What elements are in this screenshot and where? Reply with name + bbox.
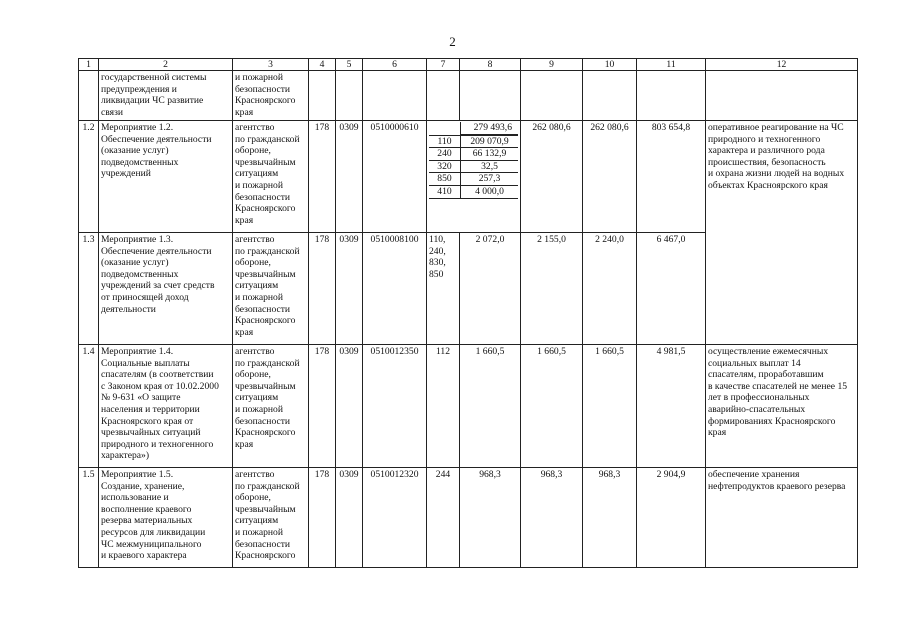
csr-code: 0510000610: [363, 121, 427, 233]
table-row-1-5: [79, 468, 858, 568]
expected-result: обеспечение хранения нефтепродуктов краевого резерва: [706, 468, 858, 568]
row-number: 1.5: [79, 468, 99, 568]
vr-code: 244: [427, 468, 460, 568]
breakdown-row: 110 209 070,9: [429, 135, 518, 148]
header-cell: 4: [309, 59, 336, 71]
table-row-1-2: [79, 121, 858, 233]
measure-name: государственной системы предупреждения и ликвидации ЧС развитие связи: [99, 71, 233, 121]
breakdown-row: 320 32,5: [429, 160, 518, 173]
agency: агентство по гражданской обороне, чрезвычайным ситуациям и пожарной безопасности Красноярского края: [233, 345, 309, 468]
header-cell: 12: [706, 59, 858, 71]
year3-value: 2 240,0: [583, 233, 637, 345]
total-value: 803 654,8: [637, 121, 706, 233]
expected-result: оперативное реагирование на ЧС природного и техногенного характера и различного рода происшествия, безопасность и охрана жизни людей на водных объектах Красноярского края: [706, 121, 858, 345]
measure-name: Мероприятие 1.4. Социальные выплаты спасателям (в соответствии с Законом края от 10.02.2000 № 9-631 «О защите населения и территории Красноярского края от чрезвычайных ситуаций природного и техногенного характера»): [99, 345, 233, 468]
year2-value: 1 660,5: [521, 345, 583, 468]
header-cell: 9: [521, 59, 583, 71]
year1-value: 1 660,5: [460, 345, 521, 468]
grbs-code: 178: [309, 121, 336, 233]
row-number: 1.4: [79, 345, 99, 468]
table-row-1-4: [79, 345, 858, 468]
year2-value: 262 080,6: [521, 121, 583, 233]
breakdown-row: 850 257,3: [429, 172, 518, 185]
csr-code: 0510012350: [363, 345, 427, 468]
rzpr-code: 0309: [336, 233, 363, 345]
breakdown-row: 240 66 132,9: [429, 147, 518, 160]
agency: агентство по гражданской обороне, чрезвычайным ситуациям и пожарной безопасности Красноярского: [233, 468, 309, 568]
year1-value: 2 072,0: [460, 233, 521, 345]
header-cell: 6: [363, 59, 427, 71]
grbs-code: 178: [309, 233, 336, 345]
csr-code: 0510012320: [363, 468, 427, 568]
agency: агентство по гражданской обороне, чрезвычайным ситуациям и пожарной безопасности Красноярского края: [233, 121, 309, 233]
csr-code: 0510008100: [363, 233, 427, 345]
header-cell: 10: [583, 59, 637, 71]
measures-table: [78, 58, 858, 568]
year2-value: 968,3: [521, 468, 583, 568]
table-row-continuation: [79, 71, 858, 121]
agency: и пожарной безопасности Красноярского края: [233, 71, 309, 121]
header-cell: 3: [233, 59, 309, 71]
measure-name: Мероприятие 1.5. Создание, хранение, использование и восполнение краевого резерва материальных ресурсов для ликвидации ЧС межмуниципального и краевого характера: [99, 468, 233, 568]
rzpr-code: 0309: [336, 345, 363, 468]
year2-value: 2 155,0: [521, 233, 583, 345]
header-cell: 7: [427, 59, 460, 71]
header-cell: 2: [99, 59, 233, 71]
expense-breakdown: [427, 121, 521, 233]
grbs-code: 178: [309, 345, 336, 468]
vr-code: 112: [427, 345, 460, 468]
year3-value: 1 660,5: [583, 345, 637, 468]
year1-total: 279 493,6: [461, 122, 518, 135]
page-number: 2: [449, 34, 456, 49]
expected-result: осуществление ежемесячных социальных выплат 14 спасателям, проработавшим в качестве спасателей не менее 15 лет в профессиональных аварийно-спасательных формированиях Красноярского края: [706, 345, 858, 468]
header-cell: 11: [637, 59, 706, 71]
year1-value: 968,3: [460, 468, 521, 568]
rzpr-code: 0309: [336, 121, 363, 233]
row-number: 1.3: [79, 233, 99, 345]
total-value: 6 467,0: [637, 233, 706, 345]
total-value: 4 981,5: [637, 345, 706, 468]
grbs-code: 178: [309, 468, 336, 568]
header-cell: 1: [79, 59, 99, 71]
measure-name: Мероприятие 1.3. Обеспечение деятельности (оказание услуг) подведомственных учреждений за счет средств от приносящей доход деятельности: [99, 233, 233, 345]
measure-name: Мероприятие 1.2. Обеспечение деятельности (оказание услуг) подведомственных учреждений: [99, 121, 233, 233]
breakdown-row: 410 4 000,0: [429, 185, 518, 199]
vr-codes: 110, 240, 830, 850: [427, 233, 460, 345]
year3-value: 262 080,6: [583, 121, 637, 233]
year3-value: 968,3: [583, 468, 637, 568]
rzpr-code: 0309: [336, 468, 363, 568]
header-cell: 5: [336, 59, 363, 71]
total-value: 2 904,9: [637, 468, 706, 568]
agency: агентство по гражданской обороне, чрезвычайным ситуациям и пожарной безопасности Красноярского края: [233, 233, 309, 345]
header-row: [79, 59, 858, 71]
row-number: 1.2: [79, 121, 99, 233]
header-cell: 8: [460, 59, 521, 71]
